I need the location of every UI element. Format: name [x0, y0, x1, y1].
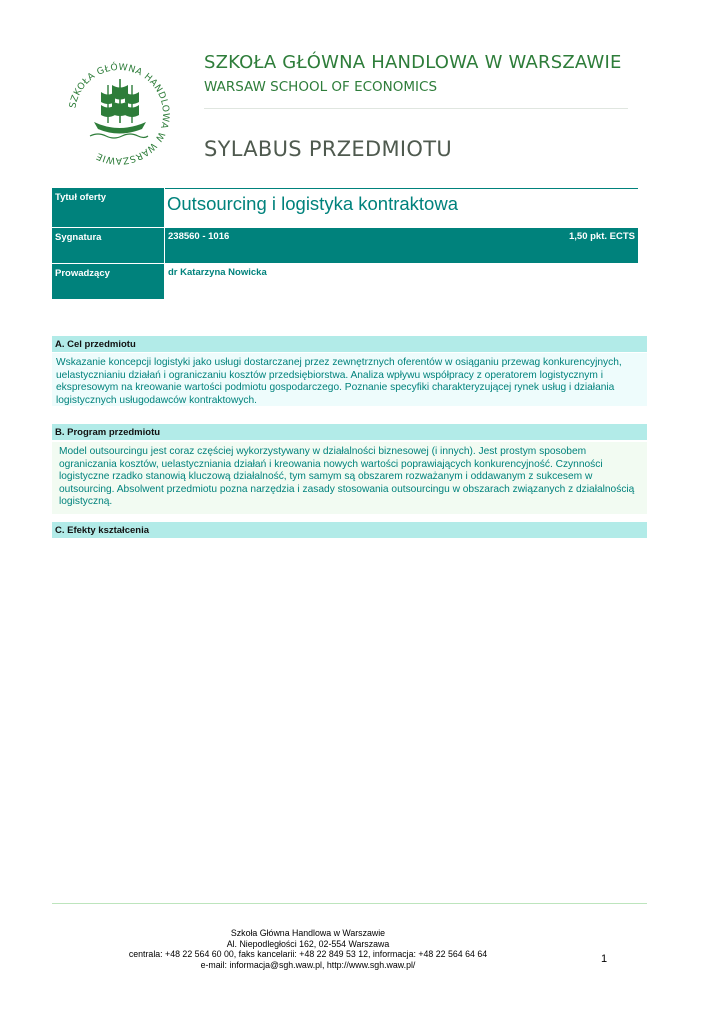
page-number: 1: [601, 953, 608, 965]
school-seal-logo: [58, 52, 180, 166]
lecturer-row: [52, 264, 638, 299]
footer-school-name: Szkoła Główna Handlowa w Warszawie: [230, 928, 386, 938]
offer-title-row: [52, 188, 638, 227]
lecturer-value: dr Katarzyna Nowicka: [165, 264, 638, 299]
footer-street: Al. Niepodległości 162, 02-554 Warszawa: [226, 938, 390, 949]
section-b-header: B. Program przedmiotu: [52, 424, 647, 440]
school-name-english: WARSAW SCHOOL OF ECONOMICS: [204, 79, 438, 95]
signature-label: Sygnatura: [52, 228, 164, 263]
header-divider: [204, 108, 628, 109]
section-a-text: Wskazanie koncepcji logistyki jako usługi dostarczanej przez zewnętrznych oferentów w osiąganiu przewag konkurencyjnych, uelastycznianiu działań i ograniczaniu kosztów przedsiębiorstwa. Analiza wpływu współpracy z operatorem logistycznym i ekspresowym na kreowanie wartości podmiotu gospodarczego. Poznanie specyfiki charakteryzującej rynek usług i działania logistycznych usługodawców kontraktowych.: [52, 353, 647, 406]
footer-phones: centrala: +48 22 564 60 00, faks kancelarii: +48 22 849 53 12, informacja: +48 22 564 64 64: [128, 949, 488, 960]
ects-points: 1,50 pkt. ECTS: [569, 231, 635, 242]
offer-title-label: Tytuł oferty: [52, 188, 164, 227]
footer-divider: [52, 903, 647, 904]
section-c-header: C. Efekty kształcenia: [52, 522, 647, 538]
footer-contact: e-mail: informacja@sgh.waw.pl, http://www.sgh.waw.pl/: [200, 959, 416, 970]
signature-value: 238560 - 1016: [168, 231, 230, 242]
offer-title-value: Outsourcing i logistyka kontraktowa: [165, 188, 638, 227]
document-title: SYLABUS PRZEDMIOTU: [204, 137, 453, 161]
section-b-text: Model outsourcingu jest coraz częściej wykorzystywany w działalności biznesowej (i innych). Jest prostym sposobem ograniczania kosztów, uelastyczniania działań i kreowania nowych wartości poprawiających konkurencyjność. Czynności logistyczne rzadko stanowią kluczową działalność, tym samym są obszarem rozważanym i oddawanym z sukcesem w outsourcing. Absolwent przedmiotu pozna narzędzia i zasady stosowania outsourcingu w obszarach związanych z działalnością logistyczną.: [52, 442, 647, 514]
signature-row: [52, 228, 638, 263]
section-a-header: A. Cel przedmiotu: [52, 336, 647, 352]
signature-cell: [165, 228, 638, 263]
footer-address: [52, 928, 564, 970]
school-name: SZKOŁA GŁÓWNA HANDLOWA W WARSZAWIE: [204, 52, 622, 73]
seal-lettering: SZKOŁA GŁÓWNA HANDLOWA W WARSZAWIE: [67, 61, 172, 166]
lecturer-label: Prowadzący: [52, 264, 164, 299]
